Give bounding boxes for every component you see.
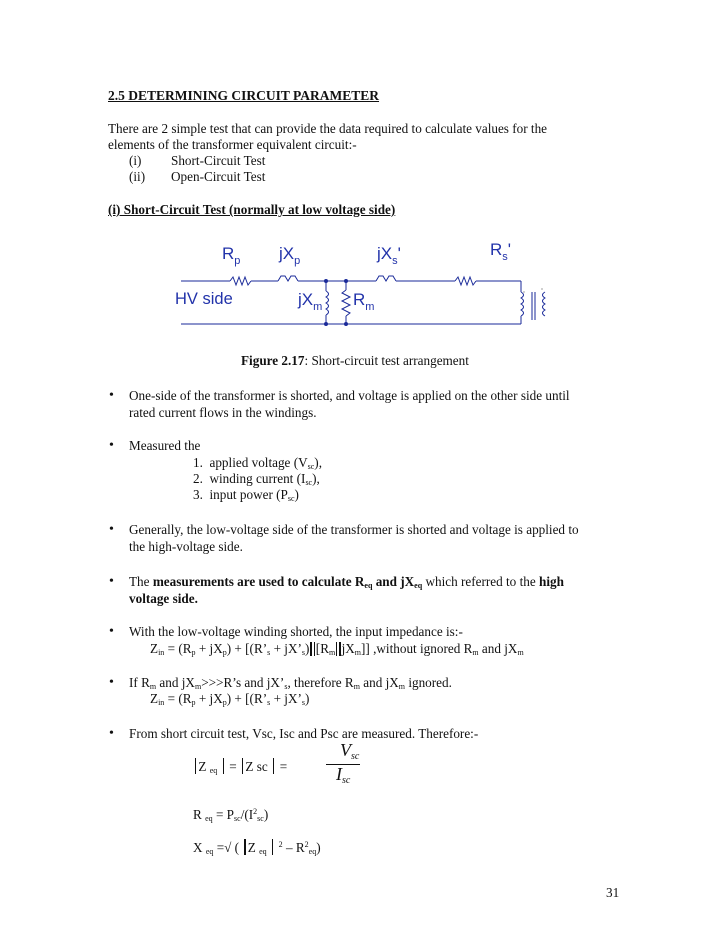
measure-num: 3. xyxy=(193,487,203,502)
bullet-6-line-1: If $R_m$ and $jX_m>>>R’s$ and $jX’_s$, therefore $R_m$ and $jX_m$ ignored. xyxy=(129,675,452,691)
fraction-denominator xyxy=(336,764,350,786)
figure-caption xyxy=(241,353,469,369)
jxp-label xyxy=(279,244,300,267)
measure-end: ) xyxy=(294,487,299,502)
test-item-1-label: Short-Circuit Test xyxy=(171,153,266,168)
jxp-label-main: jX xyxy=(279,244,295,263)
bullet-5-equation: $Z_{in} = (R_p + jX_p)$ + [($R’_s$ + $jX’_s$) [$R_m$ $jX_m$]] ,without ignored $R_m$ and $jX_m$ xyxy=(150,641,524,657)
den-sub: sc xyxy=(342,775,351,786)
bullet-2-intro: Measured the xyxy=(129,438,201,453)
b4-sub-1: eq xyxy=(364,581,373,590)
bullet-5-line-1: With the low-voltage winding shorted, the input impedance is:- xyxy=(129,624,463,639)
rp-label-sub: p xyxy=(234,255,241,267)
bullet-3-line-1: Generally, the low-voltage side of the transformer is shorted and voltage is applied to xyxy=(129,522,579,537)
bullet-dot: • xyxy=(109,726,114,741)
measure-text: input power (P xyxy=(209,487,288,502)
jxs-label-sub: s xyxy=(392,255,398,267)
b4-the: The xyxy=(129,574,153,589)
rm-label-sub: m xyxy=(365,301,375,313)
b4-plain: which referred to the xyxy=(422,574,539,589)
rm-label-main: R xyxy=(353,290,366,309)
test-item-2-label: Open-Circuit Test xyxy=(171,169,266,184)
rs-label-sub: s xyxy=(502,251,508,263)
measure-end: ), xyxy=(314,455,322,470)
intro-line-1: There are 2 simple test that can provide the data required to calculate values for the xyxy=(108,121,548,136)
rp-label-main: R xyxy=(222,244,235,263)
b4-mid: and jX xyxy=(372,574,415,589)
rs-label xyxy=(490,240,511,263)
bullet-dot: • xyxy=(109,438,114,453)
measure-sub: sc xyxy=(305,478,313,487)
bullet-4-line-2: voltage side. xyxy=(129,591,198,606)
bullet-4-line-1 xyxy=(129,574,564,590)
b4-bold-2: high xyxy=(538,574,564,589)
caption-text: : Short-circuit test arrangement xyxy=(304,353,469,368)
bullet-dot: • xyxy=(109,574,114,589)
b4-sub-2: eq xyxy=(414,581,423,590)
bullet-dot: • xyxy=(109,522,114,537)
subheading: (i) Short-Circuit Test (normally at low voltage side) xyxy=(108,202,396,217)
measure-text: applied voltage (V xyxy=(209,455,308,470)
bullet-7-line-1: From short circuit test, Vsc, Isc and Psc are measured. Therefore:- xyxy=(129,726,479,741)
jxs-label-prime: ' xyxy=(397,244,401,263)
hv-side-label: HV side xyxy=(175,290,233,308)
measure-item-2 xyxy=(193,471,320,487)
test-item-2 xyxy=(129,169,145,185)
num-main: V xyxy=(340,740,351,760)
num-sub: sc xyxy=(351,751,360,762)
den-main: I xyxy=(336,764,342,784)
test-item-num: (i) xyxy=(129,153,142,168)
jxs-label-main: jX xyxy=(377,244,393,263)
bullet-dot: • xyxy=(109,675,114,690)
test-item-num: (ii) xyxy=(129,169,146,184)
test-item-1 xyxy=(129,153,141,169)
rp-label xyxy=(222,244,240,267)
measure-sub: sc xyxy=(307,462,315,471)
measure-end: ), xyxy=(312,471,320,486)
jxm-label-sub: m xyxy=(313,301,323,313)
bullet-1-line-2: rated current flows in the windings. xyxy=(129,405,317,420)
intro-line-2: elements of the transformer equivalent circuit:- xyxy=(108,137,357,152)
measure-item-1 xyxy=(193,455,322,471)
bullet-3-line-2: the high-voltage side. xyxy=(129,539,243,554)
jxs-label xyxy=(377,244,401,267)
jxm-label xyxy=(298,290,322,313)
zeq-equation: Z $_{eq}$ = Z sc = xyxy=(193,758,287,775)
bullet-1-line-1: One-side of the transformer is shorted, and voltage is applied on the other side until xyxy=(129,388,570,403)
req-equation: R $_{eq} = P_{sc}/(I^2_{sc})$ xyxy=(193,807,269,823)
bullet-6-equation: $Z_{in} = (R_p + jX_p)$ + [($R’_s$ + $jX’_s$) xyxy=(150,691,310,707)
measure-text: winding current (I xyxy=(209,471,306,486)
caption-bold: Figure 2.17 xyxy=(241,353,305,368)
bullet-dot: • xyxy=(109,624,114,639)
measure-num: 1. xyxy=(193,455,203,470)
jxp-label-sub: p xyxy=(294,255,301,267)
measure-num: 2. xyxy=(193,471,203,486)
bullet-dot: • xyxy=(109,388,114,403)
rm-label xyxy=(353,290,374,313)
rs-label-main: R xyxy=(490,240,503,259)
b4-bold-1: measurements are used to calculate R xyxy=(152,574,365,589)
page-number: 31 xyxy=(606,885,620,900)
measure-item-3 xyxy=(193,487,299,503)
xeq-equation: X $_{eq}$ =√ ( Z $_{eq}$ $^2 - R^2_{eq}$) xyxy=(193,840,321,856)
measure-sub: sc xyxy=(287,494,295,503)
rs-label-prime: ' xyxy=(507,240,512,259)
b5-tail: ,without ignored R xyxy=(369,641,473,656)
jxm-label-main: jX xyxy=(298,290,314,309)
section-heading: 2.5 DETERMINING CIRCUIT PARAMETER xyxy=(108,88,380,103)
fraction-numerator xyxy=(340,740,359,762)
